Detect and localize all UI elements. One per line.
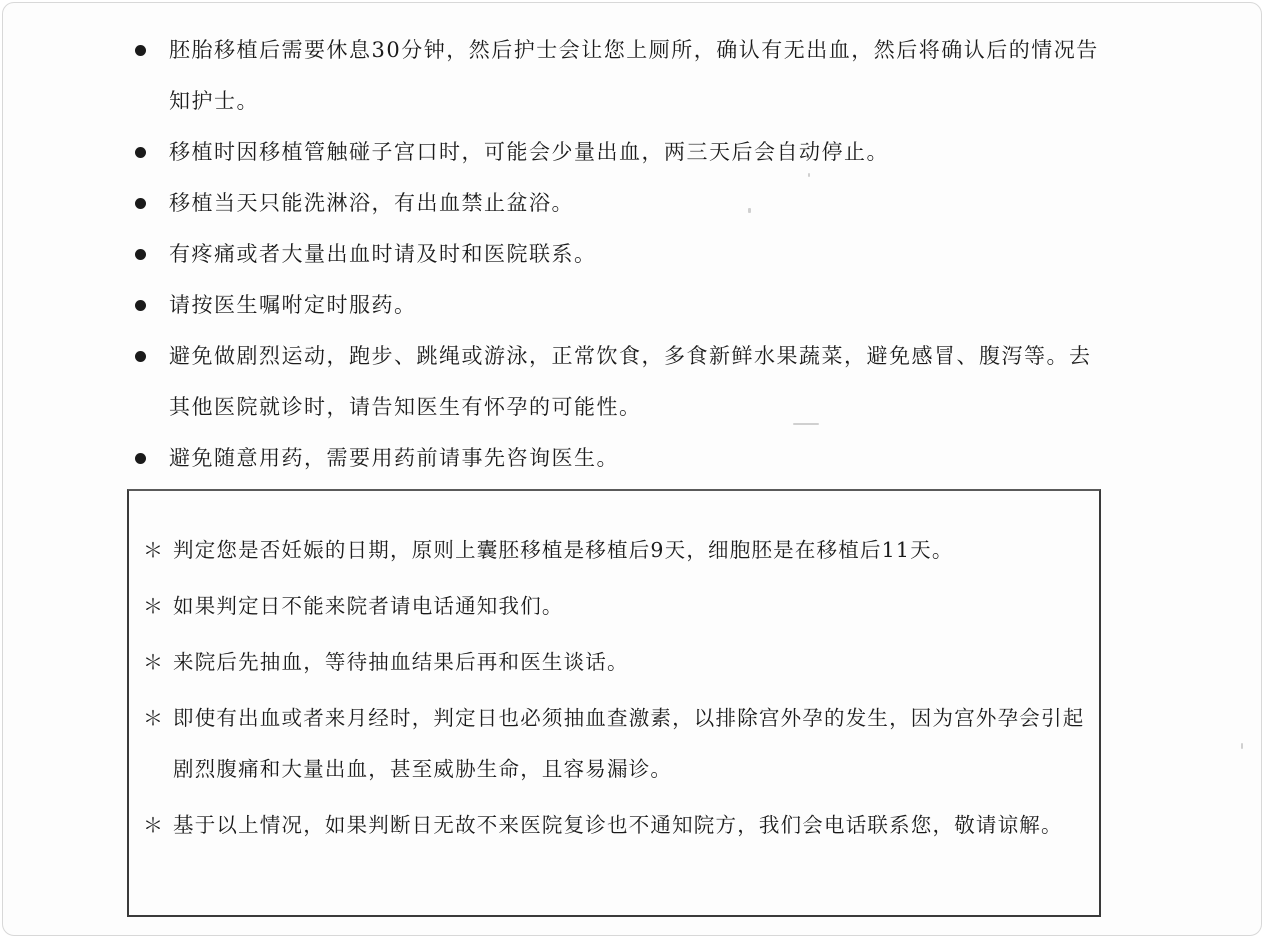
asterisk-icon: ＊: [143, 594, 165, 618]
bullet-text: 胚胎移植后需要休息30分钟，然后护士会让您上厕所，确认有无出血，然后将确认后的情况告知护士。: [169, 38, 1099, 113]
scanned-document-page: [2, 2, 1262, 936]
bullet-item: [133, 280, 1113, 331]
bullet-dot-icon: [135, 147, 146, 158]
bullet-text: 避免随意用药，需要用药前请事先咨询医生。: [169, 446, 619, 470]
bullet-text: 移植时因移植管触碰子宫口时，可能会少量出血，两三天后会自动停止。: [169, 140, 889, 164]
notice-item: [143, 693, 1093, 795]
bullet-text: 移植当天只能洗淋浴，有出血禁止盆浴。: [169, 191, 574, 215]
pregnancy-test-notice-box: [127, 489, 1101, 917]
bullet-item: [133, 331, 1113, 433]
asterisk-icon: ＊: [143, 538, 165, 562]
precautions-bullet-list: [133, 25, 1113, 484]
bullet-item: [133, 178, 1113, 229]
notice-text: 来院后先抽血，等待抽血结果后再和医生谈话。: [173, 650, 629, 674]
asterisk-icon: ＊: [143, 650, 165, 674]
scan-speck: [1241, 743, 1243, 749]
bullet-text: 避免做剧烈运动，跑步、跳绳或游泳，正常饮食，多食新鲜水果蔬菜，避免感冒、腹泻等。去其他医院就诊时，请告知医生有怀孕的可能性。: [169, 344, 1092, 419]
notice-text: 即使有出血或者来月经时，判定日也必须抽血查激素，以排除宫外孕的发生，因为宫外孕会引起剧烈腹痛和大量出血，甚至威胁生命，且容易漏诊。: [173, 706, 1085, 781]
bullet-item: [133, 127, 1113, 178]
bullet-text: 请按医生嘱咐定时服药。: [169, 293, 417, 317]
bullet-dot-icon: [135, 453, 146, 464]
notice-text: 判定您是否妊娠的日期，原则上囊胚移植是移植后9天，细胞胚是在移植后11天。: [173, 538, 954, 562]
bullet-text: 有疼痛或者大量出血时请及时和医院联系。: [169, 242, 597, 266]
bullet-dot-icon: [135, 198, 146, 209]
notice-item: [143, 525, 1093, 576]
notice-item: [143, 637, 1093, 688]
bullet-dot-icon: [135, 351, 146, 362]
bullet-item: [133, 433, 1113, 484]
notice-item: [143, 581, 1093, 632]
notice-list: [143, 525, 1093, 851]
asterisk-icon: ＊: [143, 813, 165, 837]
notice-text: 基于以上情况，如果判断日无故不来医院复诊也不通知院方，我们会电话联系您，敬请谅解。: [173, 813, 1063, 837]
bullet-dot-icon: [135, 249, 146, 260]
bullet-item: [133, 229, 1113, 280]
notice-item: [143, 800, 1093, 851]
bullet-dot-icon: [135, 300, 146, 311]
asterisk-icon: ＊: [143, 706, 165, 730]
bullet-item: [133, 25, 1113, 127]
notice-text: 如果判定日不能来院者请电话通知我们。: [173, 594, 564, 618]
bullet-dot-icon: [135, 45, 146, 56]
